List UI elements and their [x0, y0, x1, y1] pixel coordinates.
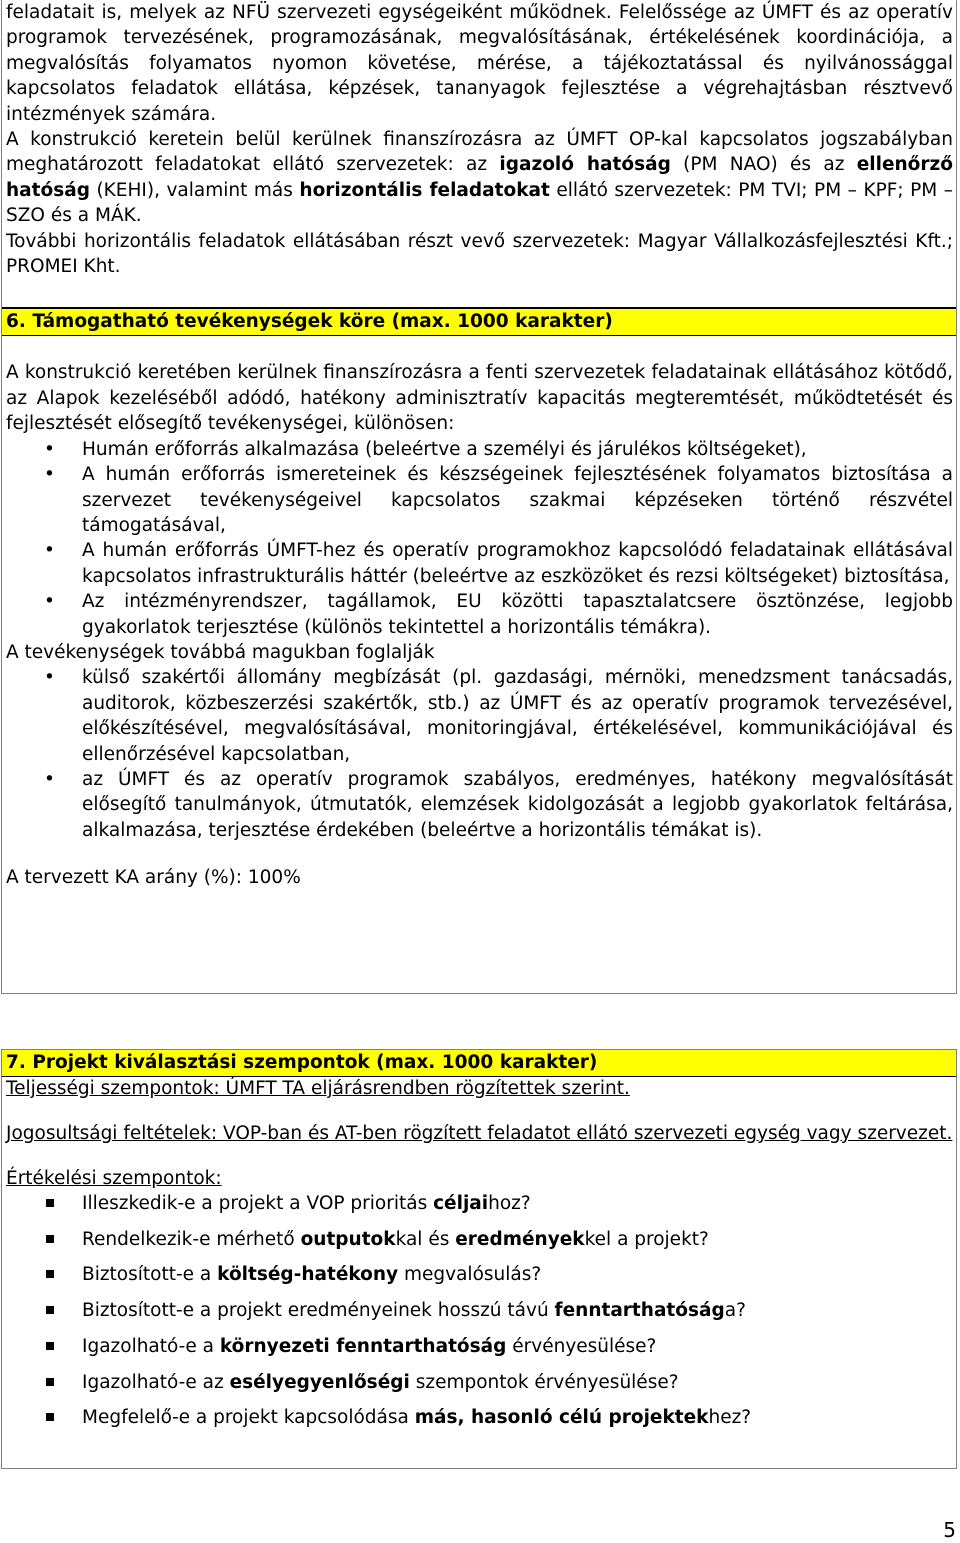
list-item: • külső szakértői állomány megbízását (pl. gazdasági, mérnöki, menedzsment tanácsadás, auditorok, közbeszerzési szakértők, stb.) az ÚMFT és az operatív programok tervezésével, előkészítésével, megvalósításával, monitoringjával, értékelésével, kommunikációjával és ellenőrzésével kapcsolatban,: [44, 667, 953, 765]
list-item: Illeszkedik-e a projekt a VOP prioritás céljaihoz?: [6, 1191, 953, 1216]
square-bullet-icon: [46, 1270, 54, 1278]
list-item: • A humán erőforrás ismereteinek és készségeinek fejlesztésének folyamatos biztosítása a szervezet tevékenységeivel kapcsolatos szakmai képzéseken történő részvétel támogatásával,: [44, 464, 953, 536]
list-item: Igazolható-e az esélyegyenlőségi szempontok érvényesülése?: [6, 1370, 953, 1395]
activities-list: [6, 437, 953, 640]
completeness-criteria: Teljességi szempontok: ÚMFT TA eljárásrendben rögzítettek szerint.: [6, 1078, 630, 1099]
section-box-selection-criteria: [1, 1049, 957, 1469]
list-item: Biztosított-e a projekt eredményeinek hosszú távú fenntarthatósága?: [6, 1298, 953, 1323]
list-item: • Az intézményrendszer, tagállamok, EU közötti tapasztalatcsere ösztönzése, legjobb gyakorlatok terjesztése (különös tekintettel a horizontális témákra).: [44, 591, 953, 638]
square-bullet-icon: [46, 1342, 54, 1350]
square-bullet-icon: [46, 1378, 54, 1386]
paragraph-horizontal-organisations: További horizontális feladatok ellátásában részt vevő szervezetek: Magyar Vállalkozásfejlesztési Kft.; PROMEI Kht.: [6, 230, 953, 278]
bullet-icon: •: [44, 438, 55, 460]
bullet-icon: •: [44, 464, 55, 486]
list-item: • Humán erőforrás alkalmazása (beleértve a személyi és járulékos költségeket),: [6, 437, 953, 462]
list-item: Megfelelő-e a projekt kapcsolódása más, hasonló célú projektekhez?: [6, 1405, 953, 1430]
page-number: 5: [943, 1518, 956, 1542]
section6-heading: 6. Támogatható tevékenységek köre (max. 1000 karakter): [2, 307, 956, 336]
list-item: Igazolható-e a környezeti fenntarthatóság érvényesülése?: [6, 1334, 953, 1359]
square-bullet-icon: [46, 1413, 54, 1421]
square-bullet-icon: [46, 1235, 54, 1243]
list-item: • az ÚMFT és az operatív programok szabályos, eredményes, hatékony megvalósítását elősegítő tanulmányok, útmutatók, elemzések kidolgozását a legjobb gyakorlatok feltárása, alkalmazása, terjesztése érdekében (beleértve a horizontális témákat is).: [44, 768, 953, 841]
bullet-icon: •: [44, 540, 55, 562]
section-box-activities: [1, 0, 957, 994]
paragraph-financed-organisations: A konstrukció keretein belül kerülnek finanszírozásra az ÚMFT OP-kal kapcsolatos jogszabályban meghatározott feladatokat ellátó szervezetek: az igazoló hatóság (PM NAO) és az ellenőrző hatóság (KEHI), valamint más horizontális feladatokat ellátó szervezetek: PM TVI; PM – KPF; PM – SZO és a MÁK.: [6, 129, 953, 227]
ka-ratio: A tervezett KA arány (%): 100%: [6, 867, 301, 889]
list-item: • A humán erőforrás ÚMFT-hez és operatív programokhoz kapcsolódó feladatainak ellátásával kapcsolatos infrastrukturális háttér (beleértve az eszközöket és rezsi költségeket) biztosítása,: [44, 540, 953, 587]
section6-intro2: A tevékenységek továbbá magukban foglalják: [6, 641, 435, 663]
list-item: Biztosított-e a költség-hatékony megvalósulás?: [6, 1262, 953, 1287]
bullet-icon: •: [44, 768, 55, 790]
eligibility-criteria: Jogosultsági feltételek: VOP-ban és AT-ben rögzített feladatot ellátó szervezeti egység vagy szervezet.: [6, 1123, 953, 1144]
evaluation-criteria-label: Értékelési szempontok:: [6, 1168, 222, 1189]
bullet-icon: •: [44, 667, 55, 689]
section6-intro: A konstrukció keretében kerülnek finanszírozásra a fenti szervezetek feladatainak ellátásához kötődő, az Alapok kezeléséből adódó, hatékony adminisztratív kapacitás megteremtését, működtetését és fejlesztését elősegítő tevékenységei, különösen:: [6, 362, 953, 435]
paragraph-responsibilities: feladatait is, melyek az NFÜ szervezeti egységeiként működnek. Felelőssége az ÚMFT és az operatív programok tervezésének, programozásának, megvalósításának, értékelésének koordinációja, a megvalósítás folyamatos nyomon követése, mérése, a tájékoztatással és nyilvánossággal kapcsolatos feladatok ellátása, képzések, tananyagok fejlesztése a végrehajtásban résztvevő intézmények számára.: [6, 2, 953, 125]
bullet-icon: •: [44, 591, 55, 613]
square-bullet-icon: [46, 1199, 54, 1207]
additional-activities-list: [6, 665, 953, 843]
section7-heading: 7. Projekt kiválasztási szempontok (max. 1000 karakter): [2, 1050, 956, 1077]
list-item: Rendelkezik-e mérhető outputokkal és eredményekkel a projekt?: [6, 1227, 953, 1252]
square-bullet-icon: [46, 1306, 54, 1314]
evaluation-criteria-list: [6, 1191, 953, 1431]
